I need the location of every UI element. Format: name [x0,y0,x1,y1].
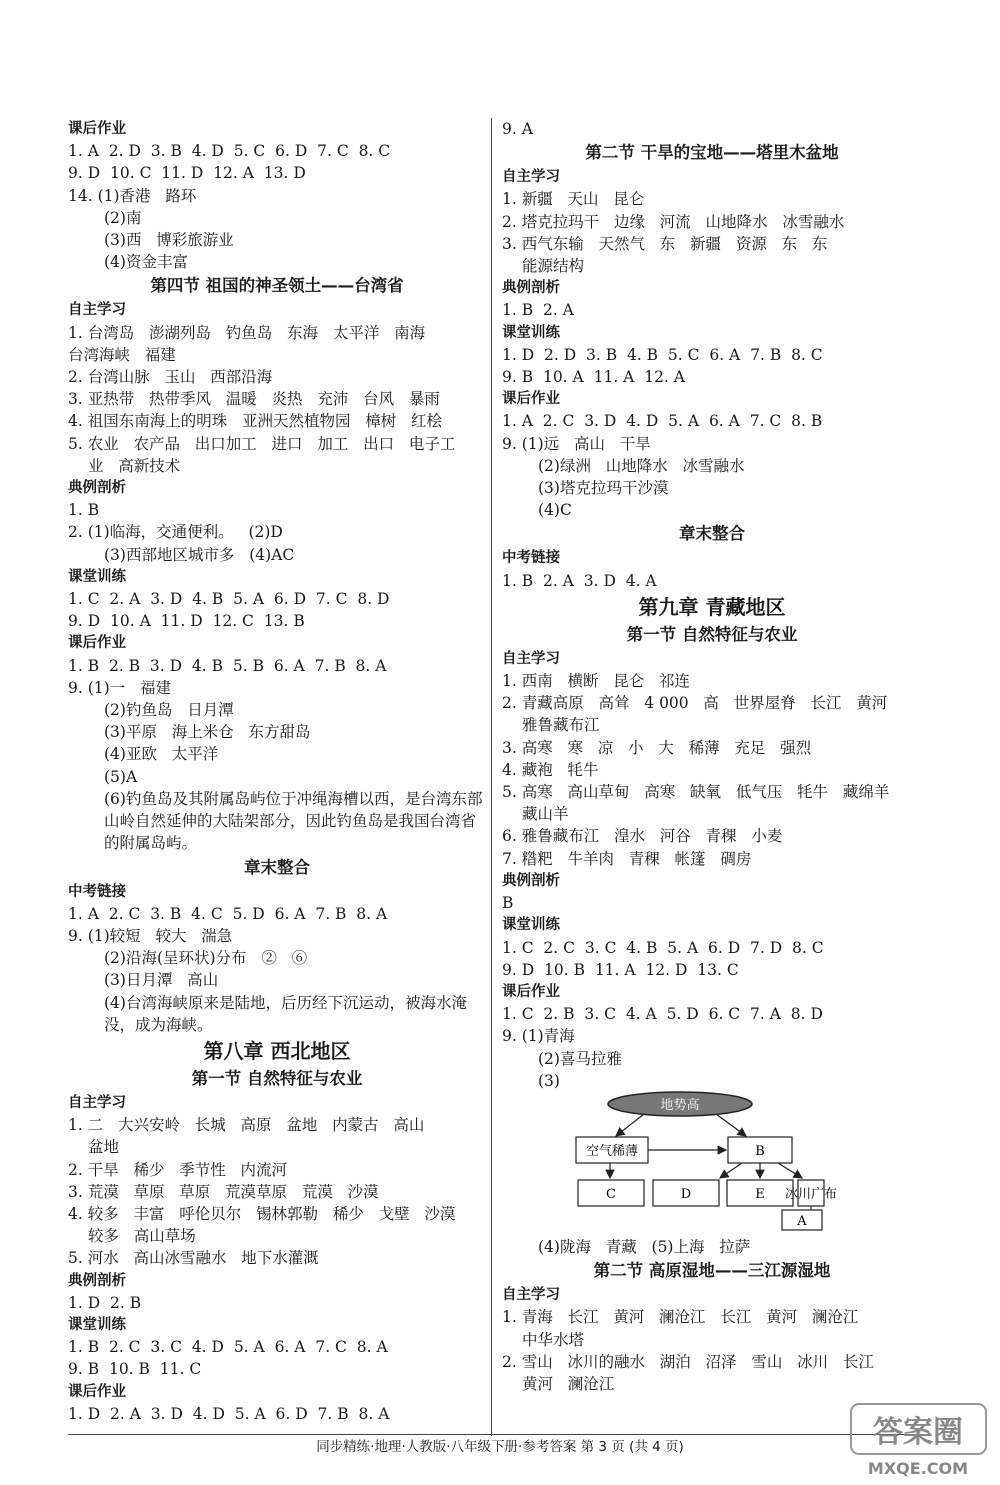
answer-line: 9. (1)远 高山 干旱 [502,434,651,453]
answer-line: 能源结构 [522,257,585,276]
answer-line: 台湾海峡 福建 [68,345,176,364]
answer-line: (2)沿海(呈环状)分布 ② ⑥ [104,949,308,968]
answer-line: 3. 高寒 寒 凉 小 大 稀薄 充足 强烈 [502,738,812,757]
answer-line: (4)C [538,501,572,520]
diagram-label-left: 空气稀薄 [585,1143,639,1159]
answer-line: 9. B 10. B 11. C [68,1360,202,1379]
right-column-top [502,118,922,1092]
answer-line: (2)喜马拉雅 [538,1049,622,1068]
section-title: 第四节 祖国的神圣领土——台湾省 [150,276,404,296]
answer-line: 1. 二 大兴安岭 长城 高原 盆地 内蒙古 高山 [68,1116,425,1135]
answer-line: 1. D 2. B [68,1293,142,1312]
plateau-flow-diagram [506,1092,838,1232]
subsection-label: 课堂训练 [502,917,560,934]
answer-line: (5)A [104,767,138,786]
answer-line: 雅鲁藏布江 [522,716,600,735]
footer-rule [68,1434,922,1435]
answer-line: 2. 干旱 稀少 季节性 内流河 [68,1160,288,1179]
answer-line: 1. B [68,501,100,520]
answer-line: (2)钓鱼岛 日月潭 [104,701,234,720]
answer-line: 3. 西气东输 天然气 东 新疆 资源 东 东 [502,234,828,253]
left-column [68,118,486,1425]
right-column [502,118,922,1395]
diagram-arrow [778,1163,802,1178]
subsection-label: 自主学习 [502,650,560,667]
answer-line: 5. 河水 高山冰雪融水 地下水灌溉 [68,1249,319,1268]
diagram-label-d: D [680,1186,692,1202]
diagram-arrow [716,1114,746,1136]
answer-line: (2)绿洲 山地降水 冰雪融水 [538,456,745,475]
answer-line: 9. (1)青海 [502,1027,575,1046]
answer-line: 1. A 2. D 3. B 4. D 5. C 6. D 7. C 8. C [68,142,391,161]
answer-line: 2. 台湾山脉 玉山 西部沿海 [68,368,273,387]
answer-line: 1. 新疆 天山 昆仑 [502,190,645,209]
answer-line: (3) [538,1071,560,1090]
subsection-label: 典例剖析 [68,1272,126,1289]
answer-line: 2. (1)临海，交通便利。 (2)D [68,523,283,542]
diagram-label-center: B [755,1143,765,1159]
answer-line: (3)塔克拉玛干沙漠 [538,479,669,498]
diagram-label-bottom: A [797,1213,807,1229]
answer-line: 1. C 2. A 3. D 4. B 5. A 6. D 7. C 8. D [68,590,390,609]
subsection-label: 自主学习 [502,1287,560,1304]
subsection-label: 课后作业 [68,1383,126,1400]
answer-line: 1. A 2. C 3. B 4. C 5. D 6. A 7. B 8. A [68,904,388,923]
diagram-label-top: 地势高 [660,1097,700,1113]
section-title: 第二节 高原湿地——三江源湿地 [593,1261,831,1281]
answer-line: 5. 高寒 高山草甸 高寒 缺氧 低气压 牦牛 藏绵羊 [502,783,890,802]
subsection-label: 典例剖析 [502,872,560,889]
answer-line: 1. D 2. D 3. B 4. B 5. C 6. A 7. B 8. C [502,345,823,364]
answer-line: 9. D 10. B 11. A 12. D 13. C [502,960,739,979]
answer-line: 4. 较多 丰富 呼伦贝尔 锡林郭勒 稀少 戈壁 沙漠 [68,1204,456,1223]
answer-line: B [502,894,514,913]
subsection-label: 自主学习 [68,302,126,319]
answer-line: (3)日月潭 高山 [104,971,219,990]
chapter-title: 第九章 青藏地区 [638,594,786,619]
section-title: 章末整合 [244,857,310,877]
answer-line: 2. 雪山 冰川的融水 湖泊 沼泽 雪山 冰川 长江 [502,1352,874,1371]
diagram-label-e: E [755,1186,765,1202]
watermark-logo [851,1404,986,1480]
answer-line: 3. 亚热带 热带季风 温暖 炎热 充沛 台风 暴雨 [68,390,440,409]
answer-line: 1. C 2. B 3. C 4. A 5. D 6. C 7. A 8. D [502,1005,823,1024]
subsection-label: 课后作业 [502,983,560,1000]
chapter-title: 第八章 西北地区 [203,1038,351,1063]
diagram-arrow [720,1163,742,1178]
answer-line: (3)西 博彩旅游业 [104,231,234,250]
subsection-label: 课堂训练 [68,1316,126,1333]
answer-paragraph: (6)钓鱼岛及其附属岛屿位于冲绳海槽以西，是台湾东部山岭自然延伸的大陆架部分，因此钓鱼岛是我国台湾省的附属岛屿。 [104,789,483,853]
answer-line: 1. 青海 长江 黄河 澜沧江 长江 黄河 澜沧江 [502,1308,859,1327]
answer-line: 盆地 [88,1138,120,1157]
watermark-cn: 答案圈 [873,1415,963,1450]
answer-line: 9. A [502,120,533,138]
answer-line: 业 高新技术 [88,456,181,475]
answer-line: 1. B 2. A [502,301,574,320]
section-title: 第一节 自然特征与农业 [191,1068,363,1088]
subsection-label: 自主学习 [502,169,560,186]
answer-line: 1. B 2. B 3. D 4. B 5. B 6. A 7. B 8. A [68,656,387,675]
answer-line: 6. 雅鲁藏布江 湟水 河谷 青稞 小麦 [502,827,783,846]
answer-line: 9. B 10. A 11. A 12. A [502,368,685,387]
diagram-label-right: 冰川广布 [784,1186,838,1202]
answer-line: 9. (1)一 福建 [68,678,171,697]
answer-line: 1. A 2. C 3. D 4. D 5. A 6. A 7. C 8. B [502,412,823,431]
subsection-label: 课堂训练 [502,324,560,341]
answer-line: 5. 农业 农产品 出口加工 进口 加工 出口 电子工 [68,434,456,453]
answer-line: 1. 西南 横断 昆仑 祁连 [502,672,691,691]
diagram-arrow [616,1114,644,1136]
answer-line: (4)陇海 青藏 (5)上海 拉萨 [538,1237,751,1256]
subsection-label: 自主学习 [68,1094,126,1111]
subsection-label: 典例剖析 [502,280,560,297]
section-title: 章末整合 [679,524,745,544]
subsection-label: 课后作业 [68,635,126,652]
subsection-label: 课后作业 [68,121,126,137]
answer-line: (4)资金丰富 [104,253,188,272]
answer-line: 黄河 澜沧江 [522,1374,615,1393]
subsection-label: 中考链接 [68,883,126,900]
column-divider [491,118,492,1436]
section-title: 第二节 干旱的宝地——塔里木盆地 [585,143,839,163]
answer-line: (4)亚欧 太平洋 [104,745,219,764]
answer-line: 14. (1)香港 路环 [68,186,197,205]
answer-line: 1. C 2. C 3. C 4. B 5. A 6. D 7. D 8. C [502,938,824,957]
answer-line: (3)西部地区城市多 (4)AC [104,545,295,564]
subsection-label: 课堂训练 [68,568,126,585]
answer-line: 藏山羊 [522,805,569,824]
answer-line: (3)平原 海上米仓 东方甜岛 [104,723,311,742]
subsection-label: 课后作业 [502,391,560,408]
answer-line: 1. 台湾岛 澎湖列岛 钓鱼岛 东海 太平洋 南海 [68,323,426,342]
answer-line: 1. B 2. C 3. C 4. D 5. A 6. A 7. C 8. A [68,1338,388,1357]
subsection-label: 典例剖析 [68,480,126,497]
answer-line: 9. D 10. C 11. D 12. A 13. D [68,164,306,183]
answer-line: 7. 糌粑 牛羊肉 青稞 帐篷 碉房 [502,849,752,868]
page-footer: 同步精练·地理·人教版·八年级下册·参考答案 第 3 页 (共 4 页) [316,1439,684,1455]
answer-line: 4. 藏袍 牦牛 [502,760,599,779]
diagram-label-c: C [606,1186,616,1202]
answer-line: 9. (1)较短 较大 湍急 [68,926,233,945]
answer-line: 4. 祖国东南海上的明珠 亚洲天然植物园 樟树 红桧 [68,412,443,431]
answer-line: 2. 塔克拉玛干 边缘 河流 山地降水 冰雪融水 [502,212,845,231]
answer-paragraph: (4)台湾海峡原来是陆地，后历经下沉运动，被海水淹没，成为海峡。 [104,993,467,1034]
answer-line: 9. D 10. A 11. D 12. C 13. B [68,612,305,631]
subsection-label: 中考链接 [502,550,560,567]
answer-line: 1. D 2. A 3. D 4. D 5. A 6. D 7. B 8. A [68,1404,390,1423]
section-title: 第一节 自然特征与农业 [626,624,798,644]
answer-line: 中华水塔 [522,1330,585,1349]
right-column-bottom [502,1236,922,1395]
answer-line: (2)南 [104,208,142,227]
watermark-en: MXQE.COM [867,1459,969,1478]
answer-line: 2. 青藏高原 高耸 4 000 高 世界屋脊 长江 黄河 [502,694,888,713]
answer-line: 3. 荒漠 草原 草原 荒漠草原 荒漠 沙漠 [68,1182,379,1201]
answer-line: 1. B 2. A 3. D 4. A [502,571,657,590]
answer-line: 较多 高山草场 [88,1227,196,1246]
